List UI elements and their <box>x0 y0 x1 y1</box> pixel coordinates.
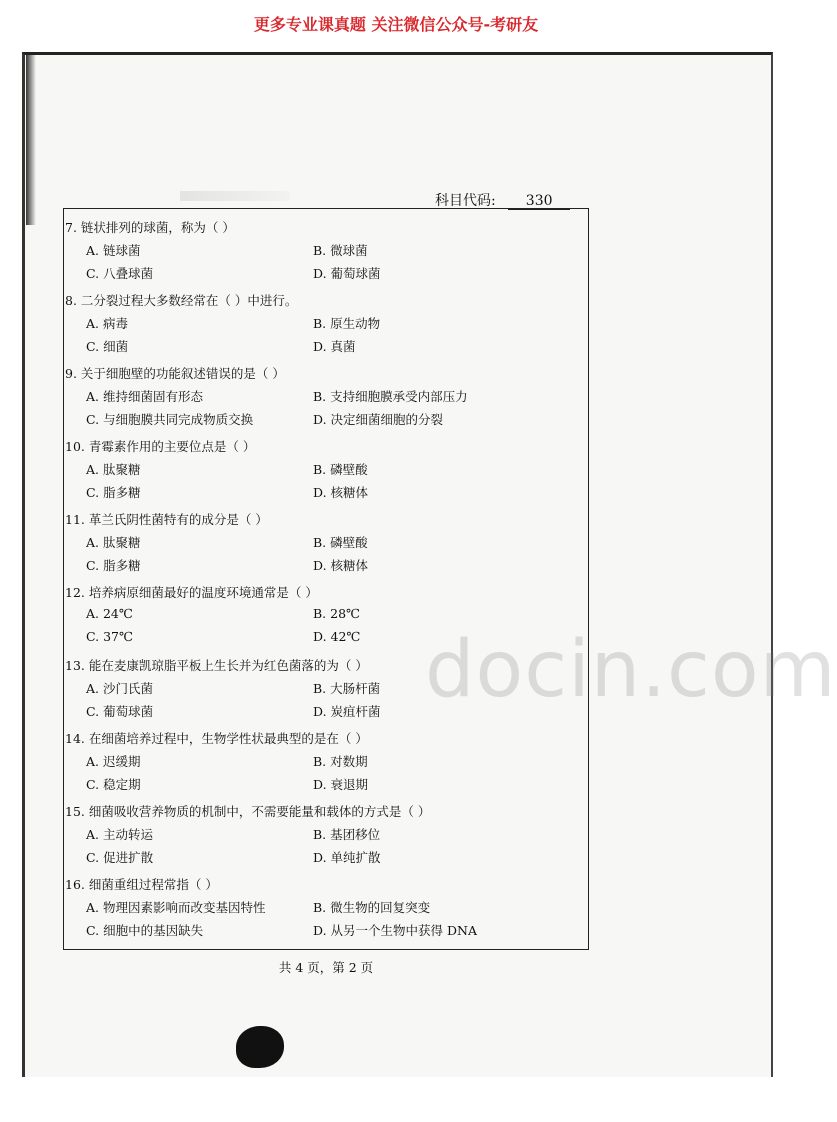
option-c: C. 促进扩散 <box>86 850 154 865</box>
option-a: A. 肽聚糖 <box>86 535 141 550</box>
option-c: C. 八叠球菌 <box>86 266 154 281</box>
question-16 <box>63 869 589 942</box>
option-b: B. 微生物的回复突变 <box>313 900 431 915</box>
question-stem: 16. 细菌重组过程常指（ ） <box>65 877 218 892</box>
subject-code <box>435 190 570 210</box>
option-b: B. 大肠杆菌 <box>313 681 381 696</box>
option-d: D. 核糖体 <box>313 485 369 500</box>
option-d: D. 核糖体 <box>313 558 369 573</box>
question-stem: 11. 革兰氏阴性菌特有的成分是（ ） <box>65 512 268 527</box>
option-c: C. 细菌 <box>86 339 129 354</box>
option-c: C. 37℃ <box>86 629 133 644</box>
option-b: B. 磷壁酸 <box>313 462 368 477</box>
question-8 <box>63 285 589 358</box>
option-b: B. 磷壁酸 <box>313 535 368 550</box>
option-d: D. 葡萄球菌 <box>313 266 381 281</box>
question-list <box>63 212 589 942</box>
option-d: D. 真菌 <box>313 339 356 354</box>
option-d: D. 从另一个生物中获得 DNA <box>313 923 477 938</box>
option-a: A. 维持细菌固有形态 <box>86 389 203 404</box>
subject-code-label: 科目代码: <box>435 193 496 209</box>
question-9 <box>63 358 589 431</box>
option-b: B. 原生动物 <box>313 316 381 331</box>
option-b: B. 基团移位 <box>313 827 381 842</box>
option-b: B. 支持细胞膜承受内部压力 <box>313 389 468 404</box>
option-c: C. 脂多糖 <box>86 558 141 573</box>
option-d: D. 42℃ <box>313 629 361 644</box>
option-b: B. 28℃ <box>313 606 361 621</box>
option-a: A. 物理因素影响而改变基因特性 <box>86 900 266 915</box>
scan-smudge <box>180 191 290 201</box>
docin-watermark: docin.com <box>425 625 837 715</box>
question-stem: 7. 链状排列的球菌，称为（ ） <box>65 220 235 235</box>
option-a: A. 肽聚糖 <box>86 462 141 477</box>
question-stem: 12. 培养病原细菌最好的温度环境通常是（ ） <box>65 585 318 600</box>
question-stem: 8. 二分裂过程大多数经常在（ ）中进行。 <box>65 293 298 308</box>
option-d: D. 衰退期 <box>313 777 369 792</box>
question-stem: 13. 能在麦康凯琼脂平板上生长并为红色菌落的为（ ） <box>65 658 368 673</box>
option-a: A. 迟缓期 <box>86 754 141 769</box>
question-15 <box>63 796 589 869</box>
question-11 <box>63 504 589 577</box>
ink-blot <box>236 1026 284 1068</box>
option-c: C. 葡萄球菌 <box>86 704 154 719</box>
option-d: D. 决定细菌细胞的分裂 <box>313 412 444 427</box>
option-b: B. 微球菌 <box>313 243 368 258</box>
scan-shadow <box>26 55 36 225</box>
option-d: D. 炭疽杆菌 <box>313 704 381 719</box>
option-a: A. 病毒 <box>86 316 128 331</box>
promo-banner: 更多专业课真题 关注微信公众号-考研友 <box>253 15 539 34</box>
question-7 <box>63 212 589 285</box>
question-stem: 9. 关于细胞壁的功能叙述错误的是（ ） <box>65 366 285 381</box>
question-stem: 14. 在细菌培养过程中，生物学性状最典型的是在（ ） <box>65 731 368 746</box>
page-footer: 共 4 页，第 2 页 <box>278 960 374 975</box>
question-10 <box>63 431 589 504</box>
question-stem: 10. 青霉素作用的主要位点是（ ） <box>65 439 256 454</box>
option-c: C. 脂多糖 <box>86 485 141 500</box>
option-c: C. 细胞中的基因缺失 <box>86 923 204 938</box>
option-a: A. 主动转运 <box>86 827 153 842</box>
option-a: A. 沙门氏菌 <box>86 681 153 696</box>
option-b: B. 对数期 <box>313 754 368 769</box>
question-stem: 15. 细菌吸收营养物质的机制中，不需要能量和载体的方式是（ ） <box>65 804 431 819</box>
option-d: D. 单纯扩散 <box>313 850 381 865</box>
subject-code-value: 330 <box>508 193 570 210</box>
question-14 <box>63 723 589 796</box>
option-c: C. 稳定期 <box>86 777 141 792</box>
option-a: A. 24℃ <box>86 606 133 621</box>
option-c: C. 与细胞膜共同完成物质交换 <box>86 412 254 427</box>
option-a: A. 链球菌 <box>86 243 141 258</box>
